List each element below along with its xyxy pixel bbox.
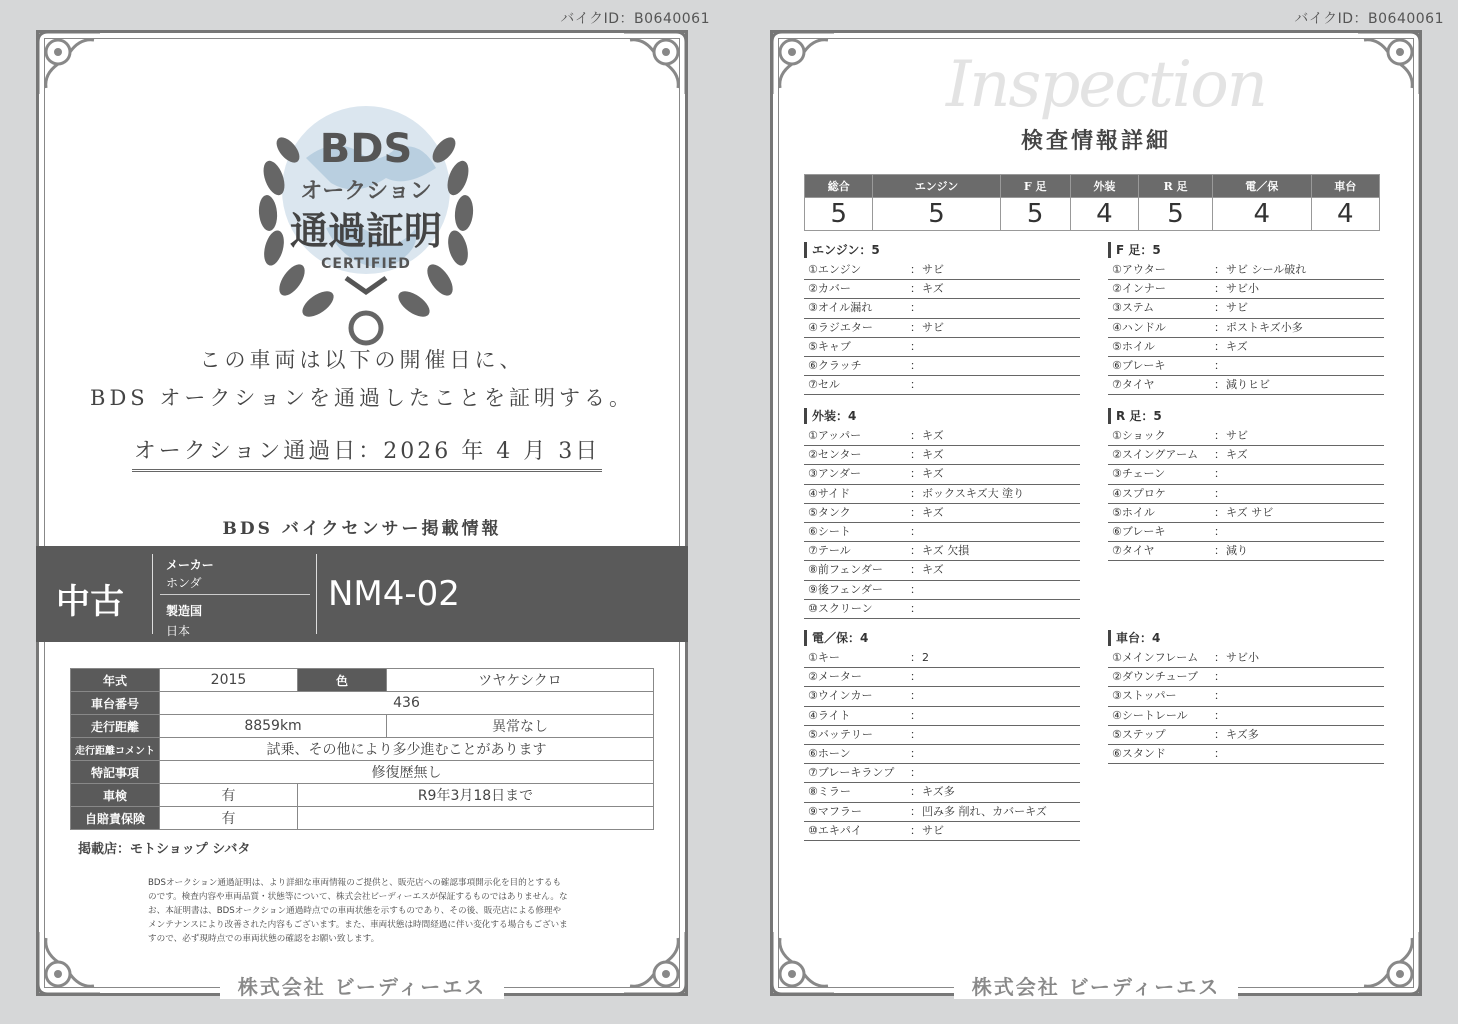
section-exterior [804, 408, 1080, 619]
item-label: ①メインフレーム [1112, 651, 1199, 664]
list-item [1108, 726, 1384, 745]
item-value: 減りヒビ [1226, 378, 1270, 392]
model-name: NM4-02 [328, 574, 460, 614]
list-item [804, 299, 1080, 318]
item-value: 凹み多 削れ、カバーキズ [922, 804, 1047, 818]
table-row [71, 807, 654, 830]
item-value: サビ [922, 320, 944, 334]
item-value: ボックスキズ大 塗り [922, 486, 1025, 500]
item-separator: ： [1214, 429, 1225, 442]
table-row [71, 669, 654, 692]
item-separator: ： [1214, 486, 1225, 500]
ornament-corner-icon [620, 28, 690, 98]
color-value: ツヤケシクロ [387, 669, 654, 692]
year-value: 2015 [160, 669, 298, 692]
divider [152, 554, 153, 634]
company-name: 株式会社 ビーディーエス [954, 975, 1239, 999]
origin-label: 製造国 [166, 604, 203, 618]
item-label: ②センター [808, 448, 862, 462]
item-label: ①キー [808, 651, 840, 664]
frame-label: 車台番号 [71, 692, 160, 715]
item-label: ⑨マフラー [808, 804, 862, 818]
bike-id: バイクID：B0640061 [560, 11, 710, 27]
item-separator: ： [1214, 670, 1225, 684]
item-label: ①エンジン [808, 263, 862, 276]
score-value: 5 [873, 198, 1000, 231]
disclaimer: BDSオークション通過証明は、より詳細な車両情報のご提供と、販売店への確認事項開示化を目的とするものです。検査内容や車両品質・状態等について、株式会社ビーディーエスが保証するものではありません。なお、本証明書は、BDSオークション通過時点での車両状態を示すものであり、その後、販売店による修理やメンテナンスにより改善された内容もございます。また、車両状態は時間経過に伴い変化する場合もございますので、必ず現時点での車両状態の確認をお願い致します。 [148, 878, 568, 944]
item-label: ④シートレール [1112, 708, 1188, 722]
item-separator: ： [1214, 727, 1225, 741]
item-label: ③ステム [1112, 301, 1155, 315]
item-label: ④サイド [808, 486, 851, 500]
list-item [804, 485, 1080, 504]
item-separator: ： [1214, 708, 1225, 722]
inspection-label: 車検 [71, 784, 160, 807]
item-value: キズ [922, 563, 944, 577]
maker-value: ホンダ [166, 576, 202, 590]
insurance-value: 有 [160, 807, 298, 830]
certificate-sheet [36, 30, 688, 999]
frame-value: 436 [160, 692, 654, 715]
item-separator: ： [910, 467, 921, 481]
statement-line1: この車両は以下の開催日に、 [199, 348, 525, 372]
list-item [804, 687, 1080, 706]
list-item [804, 357, 1080, 376]
list-item [804, 561, 1080, 580]
item-separator: ： [1214, 378, 1225, 392]
emblem-line3: CERTIFIED [321, 256, 411, 272]
item-value: サビ [1226, 429, 1248, 442]
item-label: ③チェーン [1112, 467, 1166, 481]
list-item [804, 261, 1080, 280]
emblem-logo: BDS [319, 126, 413, 172]
inspection-title: 検査情報詳細 [1020, 128, 1171, 154]
section-title: 電／保：4 [804, 630, 1080, 646]
item-separator: ： [1214, 263, 1225, 276]
score-value: 5 [805, 198, 873, 231]
item-label: ④ライト [808, 708, 851, 722]
item-value: キズ多 [1226, 727, 1259, 741]
item-value: サビ小 [1226, 282, 1259, 296]
item-value: キズ 欠損 [922, 544, 970, 558]
item-separator: ： [910, 766, 921, 780]
table-row [71, 784, 654, 807]
item-label: ⑥ブレーキ [1112, 358, 1166, 372]
table-row [71, 738, 654, 761]
mileage-comment: 試乗、その他により多少進むことがあります [160, 738, 654, 761]
item-label: ⑤ホイル [1112, 339, 1155, 353]
score-header: 総合 [805, 175, 873, 198]
list-item [804, 649, 1080, 668]
list-item [1108, 280, 1384, 299]
item-label: ⑧前フェンダー [808, 563, 883, 577]
spec-table [70, 668, 654, 830]
score-value: 5 [1000, 198, 1070, 231]
score-value: 4 [1213, 198, 1312, 231]
score-header: 車台 [1311, 175, 1379, 198]
item-separator: ： [1214, 282, 1225, 296]
item-value: キズ [1226, 339, 1248, 353]
list-item [804, 427, 1080, 446]
item-label: ⑤ホイル [1112, 505, 1155, 519]
item-label: ⑥ブレーキ [1112, 524, 1166, 538]
section-title: 車台：4 [1108, 630, 1384, 646]
section-rear-suspension [1108, 408, 1384, 561]
list-item [804, 542, 1080, 561]
list-item [1108, 504, 1384, 523]
item-label: ④ハンドル [1112, 320, 1166, 334]
list-item [1108, 319, 1384, 338]
table-row [71, 692, 654, 715]
divider [316, 554, 317, 634]
item-label: ⑧ミラー [808, 785, 851, 799]
score-value: 4 [1311, 198, 1379, 231]
section-front-suspension [1108, 242, 1384, 395]
item-label: ③ストッパー [1112, 689, 1177, 703]
inspection-value: 有 [160, 784, 298, 807]
section-title: エンジン：5 [804, 242, 1080, 258]
item-value: キズ [922, 467, 944, 481]
item-separator: ： [910, 486, 921, 500]
item-value: キズ [1226, 448, 1248, 462]
section-frame [1108, 630, 1384, 764]
list-item [804, 504, 1080, 523]
certificate-page [0, 0, 724, 1024]
item-label: ②メーター [808, 670, 862, 684]
list-item [1108, 542, 1384, 561]
list-item [1108, 261, 1384, 280]
item-label: ⑥ホーン [808, 746, 851, 760]
table-row [71, 761, 654, 784]
condition-label: 中古 [56, 582, 124, 622]
item-separator: ： [1214, 544, 1225, 558]
section-engine [804, 242, 1080, 395]
list-item [1108, 649, 1384, 668]
item-separator: ： [910, 524, 921, 538]
origin-value: 日本 [166, 624, 191, 638]
insurance-label: 自賠責保険 [71, 807, 160, 830]
maker-label: メーカー [166, 558, 214, 572]
list-item [804, 764, 1080, 783]
insurance-extra [298, 807, 654, 830]
list-item [804, 523, 1080, 542]
mileage-comment-label: 走行距離コメント [71, 738, 160, 761]
item-label: ⑥スタンド [1112, 746, 1166, 760]
score-header: 外装 [1070, 175, 1138, 198]
listing-shop: 掲載店：モトショップ シバタ [78, 842, 251, 857]
item-separator: ： [910, 544, 921, 558]
item-label: ②カバー [808, 282, 851, 296]
divider [160, 594, 310, 595]
item-separator: ： [1214, 505, 1225, 519]
item-label: ⑩スクリーン [808, 601, 873, 615]
list-item [1108, 523, 1384, 542]
item-value: サビ小 [1226, 651, 1259, 664]
score-value: 5 [1139, 198, 1213, 231]
score-header: F 足 [1000, 175, 1070, 198]
item-separator: ： [1214, 320, 1225, 334]
list-item [804, 783, 1080, 802]
item-separator: ： [910, 823, 921, 837]
score-header: R 足 [1139, 175, 1213, 198]
inspection-script-title: Inspection [946, 48, 1266, 122]
item-value: サビ シール破れ [1226, 263, 1307, 276]
item-value: キズ [922, 429, 944, 442]
score-row [805, 198, 1380, 231]
year-label: 年式 [71, 669, 160, 692]
list-item [804, 338, 1080, 357]
list-item [1108, 668, 1384, 687]
list-item [1108, 707, 1384, 726]
list-item [804, 668, 1080, 687]
notes-value: 修復歴無し [160, 761, 654, 784]
mileage-value: 8859km [160, 715, 387, 738]
item-label: ⑤キャブ [808, 339, 851, 353]
item-separator: ： [910, 448, 921, 462]
item-value: サビ [922, 823, 944, 837]
item-separator: ： [910, 601, 921, 615]
item-separator: ： [910, 339, 921, 353]
item-separator: ： [1214, 746, 1225, 760]
inspection-page [734, 0, 1458, 1024]
list-item [804, 803, 1080, 822]
item-label: ⑥シート [808, 524, 851, 538]
emblem-line1: オークション [300, 178, 432, 204]
item-separator: ： [910, 582, 921, 596]
mileage-label: 走行距離 [71, 715, 160, 738]
ornament-corner-icon [768, 28, 838, 98]
item-separator: ： [910, 429, 921, 442]
color-label: 色 [298, 669, 387, 692]
item-label: ①アウター [1112, 263, 1166, 276]
emblem-line2: 通過証明 [289, 208, 442, 253]
score-table [804, 174, 1380, 231]
bike-id: バイクID：B0640061 [1294, 11, 1444, 27]
item-label: ⑩エキパイ [808, 823, 862, 837]
item-value: サビ [1226, 301, 1248, 315]
item-label: ①ショック [1112, 429, 1166, 442]
item-separator: ： [1214, 301, 1225, 315]
item-label: ⑤バッテリー [808, 727, 873, 741]
statement-line2: BDS オークションを通過したことを証明する。 [90, 386, 634, 410]
item-label: ⑦セル [808, 378, 840, 392]
company-footer [770, 971, 1422, 1000]
certified-emblem [236, 78, 496, 348]
list-item [804, 446, 1080, 465]
item-separator: ： [910, 708, 921, 722]
mileage-status: 異常なし [387, 715, 654, 738]
score-header: 電／保 [1213, 175, 1312, 198]
item-separator: ： [910, 651, 921, 664]
company-footer [36, 971, 688, 1000]
item-label: ④スプロケ [1112, 486, 1166, 500]
item-separator: ： [910, 301, 921, 315]
item-separator: ： [910, 505, 921, 519]
company-name: 株式会社 ビーディーエス [220, 975, 505, 999]
item-value: キズ [922, 505, 944, 519]
item-separator: ： [1214, 358, 1225, 372]
list-item [804, 822, 1080, 841]
ornament-corner-icon [34, 28, 104, 98]
list-item [1108, 485, 1384, 504]
list-item [1108, 446, 1384, 465]
list-item [804, 319, 1080, 338]
item-separator: ： [910, 378, 921, 392]
item-label: ⑦ブレーキランプ [808, 766, 895, 780]
item-separator: ： [910, 746, 921, 760]
section-title: R 足：5 [1108, 408, 1384, 424]
list-item [804, 600, 1080, 619]
list-item [804, 465, 1080, 484]
item-separator: ： [1214, 448, 1225, 462]
list-item [1108, 376, 1384, 395]
list-item [804, 581, 1080, 600]
item-value: 減り [1226, 544, 1248, 558]
section-title: F 足：5 [1108, 242, 1384, 258]
item-label: ⑨後フェンダー [808, 582, 883, 596]
item-label: ⑥クラッチ [808, 358, 862, 372]
item-separator: ： [910, 785, 921, 799]
auction-pass-date: オークション通過日：2026 年 4 月 3日 [132, 434, 602, 472]
item-separator: ： [1214, 689, 1225, 703]
inspection-date: R9年3月18日まで [298, 784, 654, 807]
item-value: キズ多 [922, 785, 955, 799]
item-label: ②スイングアーム [1112, 448, 1199, 462]
item-separator: ： [1214, 651, 1225, 664]
score-header-row [805, 175, 1380, 198]
item-label: ⑦テール [808, 544, 851, 558]
item-separator: ： [910, 727, 921, 741]
item-label: ③オイル漏れ [808, 301, 873, 315]
notes-label: 特記事項 [71, 761, 160, 784]
item-separator: ： [1214, 524, 1225, 538]
item-label: ③ウインカー [808, 689, 873, 703]
item-separator: ： [910, 804, 921, 818]
item-label: ④ラジエター [808, 320, 873, 334]
section-electrical [804, 630, 1080, 841]
list-item [804, 376, 1080, 395]
item-separator: ： [910, 263, 921, 276]
inspection-sheet [770, 30, 1422, 999]
section-title: 外装：4 [804, 408, 1080, 424]
item-separator: ： [1214, 339, 1225, 353]
score-header: エンジン [873, 175, 1000, 198]
list-item [1108, 427, 1384, 446]
list-item [1108, 465, 1384, 484]
item-label: ⑦タイヤ [1112, 378, 1155, 392]
list-item [1108, 745, 1384, 764]
item-value: ポストキズ小多 [1226, 320, 1303, 334]
list-item [1108, 687, 1384, 706]
item-value: 2 [922, 651, 929, 664]
table-row [71, 715, 654, 738]
item-label: ②インナー [1112, 282, 1166, 296]
item-value: サビ [922, 263, 944, 276]
item-separator: ： [910, 282, 921, 296]
item-separator: ： [910, 563, 921, 577]
item-separator: ： [1214, 467, 1225, 481]
item-value: キズ [922, 282, 944, 296]
list-item [804, 745, 1080, 764]
item-value: キズ [922, 448, 944, 462]
item-label: ⑤タンク [808, 505, 851, 519]
item-separator: ： [910, 320, 921, 334]
item-separator: ： [910, 689, 921, 703]
item-label: ③アンダー [808, 467, 861, 481]
list-item [1108, 338, 1384, 357]
item-label: ⑦タイヤ [1112, 544, 1155, 558]
list-item [804, 707, 1080, 726]
score-value: 4 [1070, 198, 1138, 231]
item-separator: ： [910, 670, 921, 684]
sensor-title: BDS バイクセンサー掲載情報 [222, 519, 502, 539]
vehicle-header [36, 546, 688, 642]
list-item [1108, 357, 1384, 376]
item-value: キズ サビ [1226, 505, 1274, 519]
list-item [1108, 299, 1384, 318]
item-label: ⑤ステップ [1112, 727, 1166, 741]
ornament-corner-icon [1354, 28, 1424, 98]
list-item [804, 726, 1080, 745]
list-item [804, 280, 1080, 299]
item-label: ①アッパー [808, 429, 862, 442]
item-separator: ： [910, 358, 921, 372]
item-label: ②ダウンチューブ [1112, 670, 1198, 684]
